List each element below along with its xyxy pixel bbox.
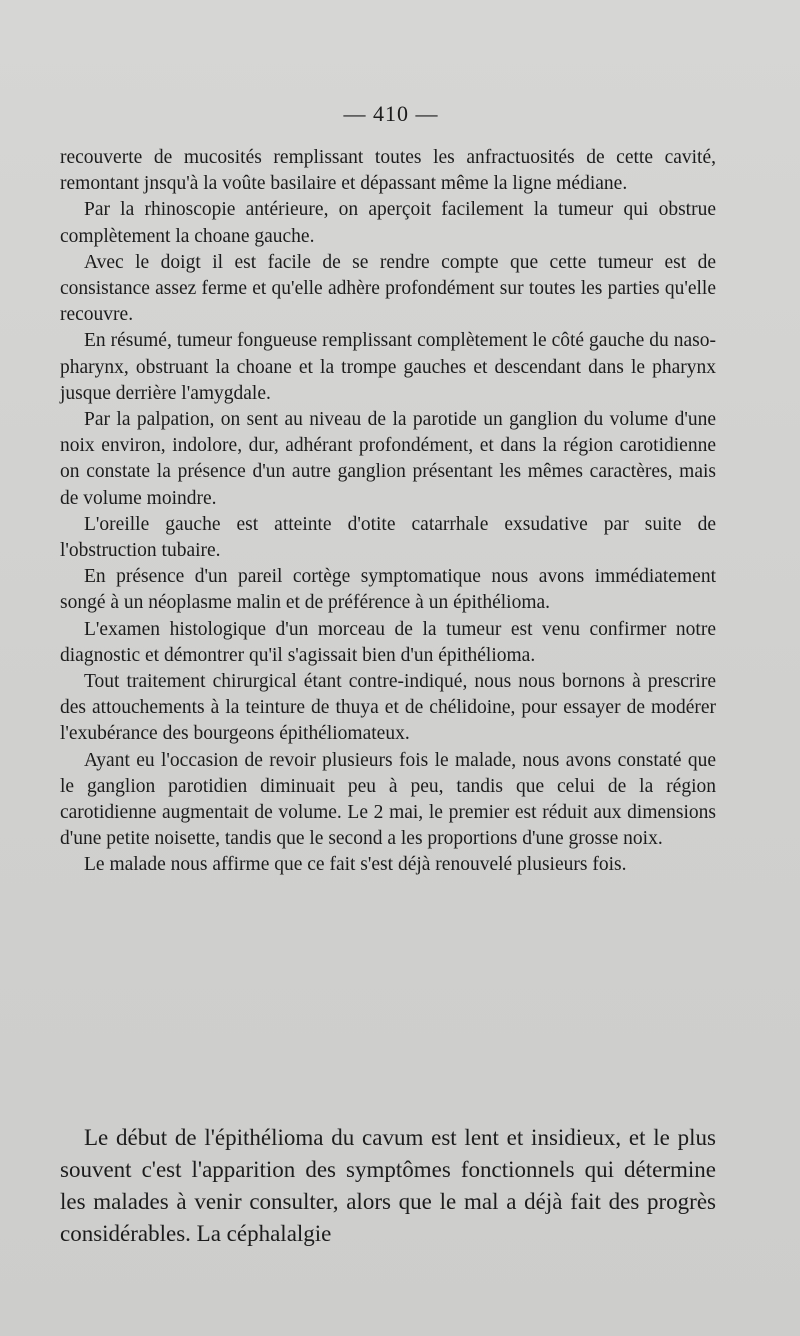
paragraph-summary: En résumé, tumeur fongueuse remplissant complètement le côté gauche du naso-pharynx, obstruant la choane et la trompe gauches et descendant dans le pharynx jusque derrière l'amygdale. [60,330,716,404]
paragraph-recurrence: Le malade nous affirme que ce fait s'est déjà renouvelé plusieurs fois. [84,854,627,876]
paragraph-treatment: Tout traitement chirurgical étant contre-indiqué, nous nous bornons à prescrire des attouchements à la teinture de thuya et de chélidoine, pour essayer de modérer l'exubérance des bourgeons épithéliomateux. [60,671,716,745]
paragraph-onset: Le début de l'épithélioma du cavum est lent et insidieux, et le plus souvent c'est l'apparition des symptômes fonctionnels qui détermine les malades à venir consulter, alors que le mal a déjà fait des progrès considérables. La céphalalgie [60,1125,716,1246]
discussion-section [60,1122,716,1250]
paragraph-diagnosis-hypothesis: En présence d'un pareil cortège symptomatique nous avons immédiatement songé à un néoplasme malin et de préférence à un épithélioma. [60,566,716,614]
paragraph-finger-exam: Avec le doigt il est facile de se rendre compte que cette tumeur est de consistance assez ferme et qu'elle adhère profondément sur toutes les parties qu'elle recouvre. [60,251,716,326]
paragraph-continuation: recouverte de mucosités remplissant toutes les anfractuosités de cette cavité, remontant jnsqu'à la voûte basilaire et dépassant même la ligne médiane. [60,147,716,195]
page-number: — 410 — [343,101,439,126]
paragraph-rhinoscopy: Par la rhinoscopie antérieure, on aperçoit facilement la tumeur qui obstrue complètement la choane gauche. [60,199,716,247]
paragraph-follow-up: Ayant eu l'occasion de revoir plusieurs fois le malade, nous avons constaté que le ganglion parotidien diminuait peu à peu, tandis que celui de la région carotidienne augmentait de volume. Le 2 mai, le premier est réduit aux dimensions d'une petite noisette, tandis que le second a les proportions d'une grosse noix. [60,749,716,850]
paragraph-ear: L'oreille gauche est atteinte d'otite catarrhale exsudative par suite de l'obstruction tubaire. [60,513,716,562]
case-report-text [60,145,716,879]
paragraph-histology: L'examen histologique d'un morceau de la tumeur est venu confirmer notre diagnostic et démontrer qu'il s'agissait bien d'un épithélioma. [60,618,716,666]
paragraph-palpation: Par la palpation, on sent au niveau de la parotide un ganglion du volume d'une noix environ, indolore, dur, adhérant profondément, et dans la région carotidienne on constate la présence d'un autre ganglion présentant les mêmes caractères, mais de volume moindre. [60,409,716,509]
